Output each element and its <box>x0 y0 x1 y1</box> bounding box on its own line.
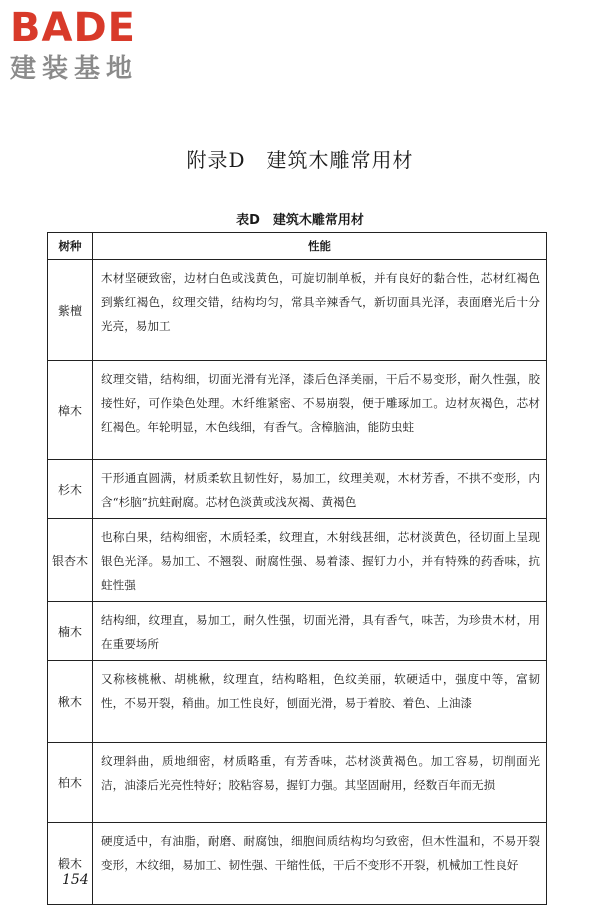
table-header-row <box>48 233 547 260</box>
table-row <box>48 260 547 361</box>
page-number: 154 <box>62 872 89 888</box>
table-row <box>48 361 547 460</box>
properties-cell: 干形通直圆满，材质柔软且韧性好，易加工，纹理美观，木材芳香，不拱不变形，内含“杉脑”抗蛀耐腐。芯材色淡黄或浅灰褐、黄褐色 <box>93 460 547 519</box>
properties-cell: 结构细，纹理直，易加工，耐久性强，切面光滑，具有香气，味苦，为珍贵木材，用在重要场所 <box>93 602 547 661</box>
species-cell: 楠木 <box>48 602 93 661</box>
species-cell: 紫檀 <box>48 260 93 361</box>
table-row <box>48 823 547 905</box>
properties-cell: 木材坚硬致密，边材白色或浅黄色，可旋切制单板，并有良好的黏合性，芯材红褐色到紫红褐色，纹理交错，结构均匀，常具辛辣香气，新切面具光泽，表面磨光后十分光亮，易加工 <box>93 260 547 361</box>
logo-mark <box>10 6 180 50</box>
table-row <box>48 460 547 519</box>
header-properties: 性能 <box>93 233 547 260</box>
species-cell: 椴木 <box>48 823 93 905</box>
logo-subtitle: 建装基地 <box>10 54 139 84</box>
header-species: 树种 <box>48 233 93 260</box>
species-cell: 银杏木 <box>48 519 93 602</box>
species-cell: 柏木 <box>48 743 93 823</box>
wood-materials-table <box>47 232 547 905</box>
species-cell: 楸木 <box>48 661 93 743</box>
table-caption: 表D 建筑木雕常用材 <box>236 213 364 228</box>
logo <box>10 6 180 86</box>
logo-mark-text: BADE <box>10 5 136 51</box>
table-row <box>48 602 547 661</box>
properties-cell: 纹理交错，结构细，切面光滑有光泽，漆后色泽美丽，干后不易变形，耐久性强，胶接性好，可作染色处理。木纤维紧密、不易崩裂，便于雕琢加工。边材灰褐色，芯材红褐色。年轮明显，木色线细，有香气。含樟脑油，能防虫蛀 <box>93 361 547 460</box>
properties-cell: 也称白果，结构细密，木质轻柔，纹理直，木射线甚细，芯材淡黄色，径切面上呈现银色光泽。易加工、不翘裂、耐腐性强、易着漆、握钉力小，并有特殊的药香味，抗蛀性强 <box>93 519 547 602</box>
table-row <box>48 661 547 743</box>
table-row <box>48 743 547 823</box>
appendix-title: 附录D 建筑木雕常用材 <box>186 148 414 172</box>
species-cell: 樟木 <box>48 361 93 460</box>
species-cell: 杉木 <box>48 460 93 519</box>
properties-cell: 纹理斜曲，质地细密，材质略重，有芳香味，芯材淡黄褐色。加工容易，切削面光洁，油漆后光亮性特好；胶粘容易，握钉力强。其坚固耐用，经数百年而无损 <box>93 743 547 823</box>
table-row <box>48 519 547 602</box>
properties-cell: 硬度适中，有油脂，耐磨、耐腐蚀，细胞间质结构均匀致密，但木性温和，不易开裂变形，木纹细，易加工、韧性强、干缩性低，干后不变形不开裂，机械加工性良好 <box>93 823 547 905</box>
properties-cell: 又称核桃楸、胡桃楸，纹理直，结构略粗，色纹美丽，软硬适中，强度中等，富韧性，不易开裂，稍曲。加工性良好，刨面光滑，易于着胶、着色、上油漆 <box>93 661 547 743</box>
